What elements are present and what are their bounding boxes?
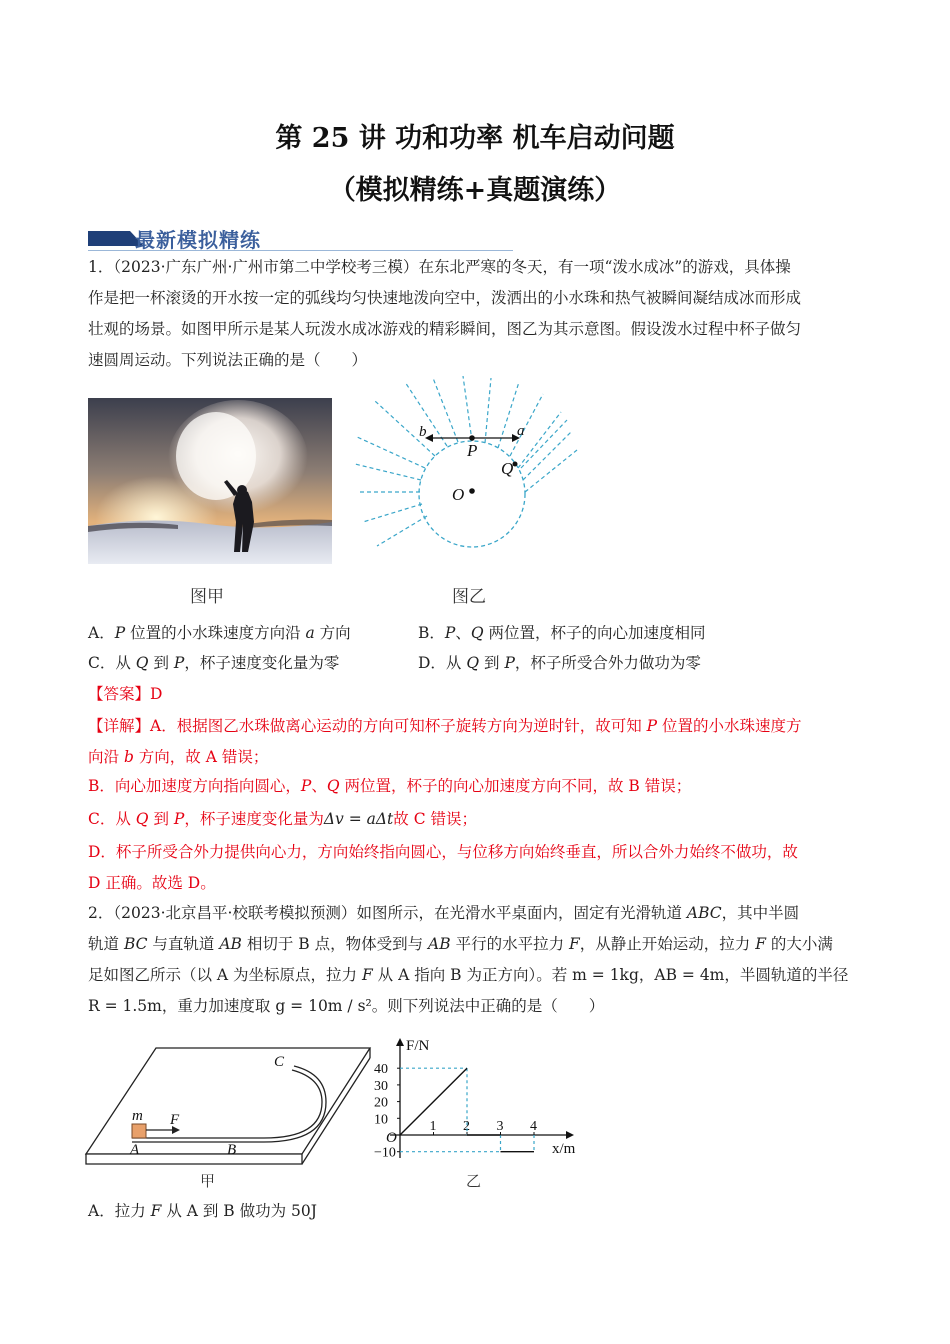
section-label: 最新模拟精练 [135, 228, 261, 252]
q1-text-4: 速圆周运动。下列说法正确的是（ ） [88, 351, 368, 369]
q1-analysis-c: C．从 Q 到 P，杯子速度变化量为Δv = aΔt故 C 错误； [88, 810, 478, 828]
q1-photo [88, 398, 332, 564]
page-title: 第 25 讲 功和功率 机车启动问题 [275, 123, 675, 154]
q1-stem [88, 252, 863, 376]
q1-photo-drawing [88, 398, 332, 564]
x-tick-label: 1 [429, 1119, 437, 1134]
y-tick-label: 40 [374, 1062, 388, 1078]
q2-fig-right-caption: 乙 [466, 1172, 482, 1190]
label-A: A [130, 1142, 140, 1158]
banner-bar [88, 231, 130, 246]
x-tick-label: 2 [463, 1119, 470, 1134]
q1-fig-left-caption: 图甲 [190, 587, 224, 607]
y-tick-label: 30 [374, 1078, 388, 1094]
q1-analysis-a: 【详解】A．根据图乙水珠做离心运动的方向可知杯子旋转方向为逆时针，故可知 P 位置的小水珠速度方 向沿 b 方向，故 A 错误； [88, 717, 802, 766]
q1-fig-right-caption: 图乙 [452, 587, 486, 607]
x-axis-label: x/m [552, 1141, 576, 1157]
q1-number: 1． [88, 258, 114, 276]
label-P: P [467, 441, 478, 460]
q1-diagram [355, 376, 585, 576]
q1-option-b: B．P、Q 两位置，杯子的向心加速度相同 [418, 624, 706, 642]
label-m: m [132, 1108, 143, 1124]
x-tick-label: 4 [530, 1119, 537, 1134]
label-a: a [517, 423, 525, 439]
y-tick-label: 10 [374, 1112, 388, 1128]
y-axis-label: F/N [406, 1038, 430, 1054]
label-B: B [227, 1142, 237, 1158]
q2-fx-graph [370, 1030, 590, 1170]
q2-option-a: A．拉力 F 从 A 到 B 做功为 50J [88, 1202, 317, 1220]
q1-answer: 【答案】D [88, 685, 163, 703]
label-F: F [170, 1112, 180, 1128]
y-tick-label: 20 [374, 1095, 388, 1111]
q1-analysis-d: D．杯子所受合外力提供向心力，方向始终指向圆心，与位移方向始终垂直，所以合外力始终不做功，故 D 正确。故选 D。 [88, 843, 798, 892]
q1-source: （2023·广东广州·广州市第二中学校考三模） [113, 258, 419, 276]
label-C: C [274, 1054, 285, 1070]
q2-table-diagram [84, 1046, 374, 1170]
q1-text-2: 作是把一杯滚烫的开水按一定的弧线均匀快速地泼向空中，泼洒出的小水珠和热气被瞬间凝结成冰而形成 [88, 289, 802, 307]
q2-fig-left-caption: 甲 [200, 1172, 216, 1190]
page-subtitle: （模拟精练+真题演练） [328, 175, 622, 206]
q1-option-c: C．从 Q 到 P，杯子速度变化量为零 [88, 654, 340, 672]
label-O: O [452, 485, 465, 504]
origin-label: O [386, 1130, 397, 1146]
x-axis-arrow [566, 1131, 574, 1139]
y-tick-label: −10 [374, 1145, 396, 1161]
q1-text-3: 壮观的场景。如图甲所示是某人玩泼水成冰游戏的精彩瞬间，图乙为其示意图。假设泼水过程中杯子做匀 [88, 320, 802, 338]
label-Q: Q [501, 459, 514, 478]
q1-text-1: 在东北严寒的冬天，有一项“泼水成冰”的游戏，具体操 [418, 258, 791, 276]
y-axis-arrow [396, 1038, 404, 1046]
label-b: b [419, 424, 427, 440]
q1-option-a: A．P 位置的小水珠速度方向沿 a 方向 [88, 624, 351, 642]
q1-analysis-b: B．向心加速度方向指向圆心，P、Q 两位置，杯子的向心加速度方向不同，故 B 错误； [88, 777, 692, 795]
q2-stem: 2．（2023·北京昌平·校联考模拟预测）如图所示，在光滑水平桌面内，固定有光滑轨道 ABC，其中半圆 轨道 BC 与直轨道 AB 相切于 B 点，物体受到与 AB 平行的水平拉力 F，从静止开始运动，拉力 F 的大小满 足如图乙所示（以 A 为坐标原点，拉力 F 从 A 指向 B 为正方向）。若 m = 1kg，AB = 4m，半圆轨道的半径 R = 1.5m，重力加速度取 g = 10m / s²。则下列说法中正确的是（ ） [88, 904, 849, 1015]
q1-option-d: D．从 Q 到 P，杯子所受合外力做功为零 [418, 654, 701, 672]
x-tick-label: 3 [496, 1119, 504, 1134]
section-banner [88, 224, 513, 251]
